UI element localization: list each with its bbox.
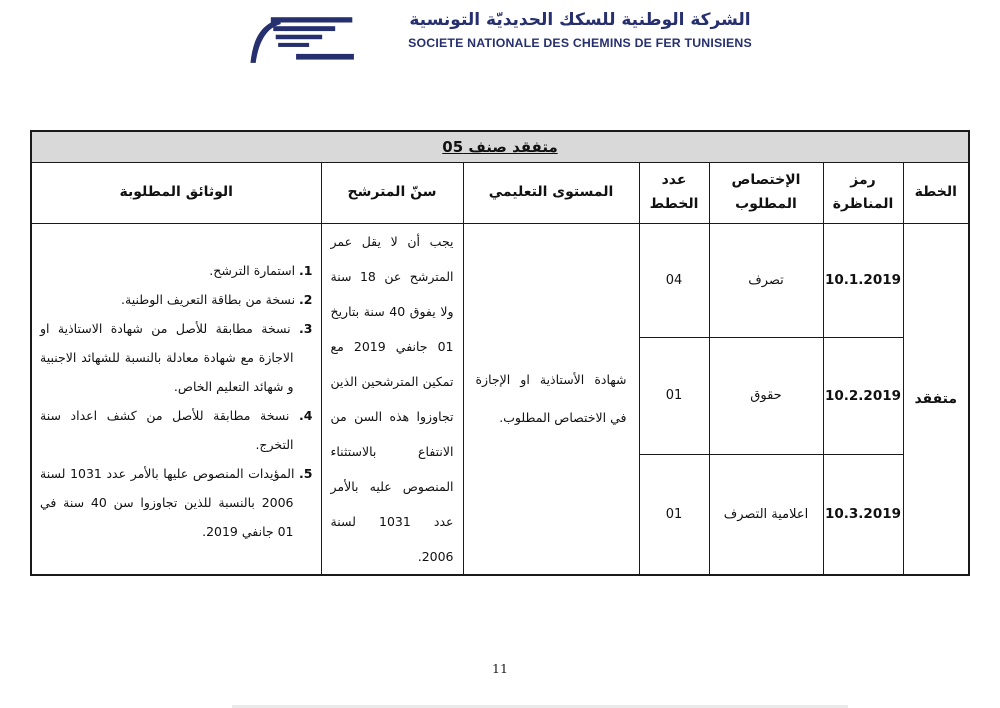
col-header-specialty-line1: الإختصاص — [731, 172, 801, 189]
document-item — [40, 256, 313, 285]
document-item-number: 3. — [299, 320, 313, 336]
col-header-code — [823, 162, 903, 223]
document-item — [40, 314, 313, 401]
specialty-cell-row1: تصرف — [709, 223, 823, 337]
document-item — [40, 285, 313, 314]
col-header-specialty — [709, 162, 823, 223]
document-item-text: نسخة مطابقة للأصل من كشف اعداد سنة التخرج. — [40, 407, 294, 452]
col-header-age: سنّ المترشح — [321, 162, 463, 223]
company-name-arabic: الشركة الوطنية للسكك الحديديّة التونسية — [409, 10, 751, 30]
document-item-text: استمارة الترشح. — [209, 262, 296, 278]
document-item — [40, 401, 313, 459]
col-header-count — [639, 162, 709, 223]
document-item-number: 4. — [299, 407, 313, 423]
document-item — [40, 459, 313, 546]
sncft-train-logo — [248, 10, 358, 66]
code-cell-row1: 10.1.2019 — [823, 223, 903, 337]
col-header-plan: الخطة — [903, 162, 969, 223]
company-names — [408, 8, 752, 50]
plan-value-cell: متفقد — [903, 223, 969, 575]
age-cell: يجب أن لا يقل عمر المترشح عن 18 سنة ولا يفوق 40 سنة بتاريخ 01 جانفي 2019 مع تمكين المترشحين الذين تجاوزوا هذه السن من الانتفاع بالاستثناء المنصوص عليه بالأمر عدد 1031 لسنة 2006. — [321, 223, 463, 575]
count-cell-row1: 04 — [639, 223, 709, 337]
document-item-number: 1. — [299, 262, 313, 278]
table-title: متفقد صنف 05 — [442, 137, 558, 156]
col-header-code-line2: المناظرة — [832, 195, 894, 212]
col-header-code-line1: رمز — [850, 172, 876, 189]
document-item-text: نسخة من بطاقة التعريف الوطنية. — [121, 291, 296, 307]
count-cell-row2: 01 — [639, 337, 709, 455]
col-header-count-line2: الخطط — [649, 195, 699, 212]
table-title-row — [31, 131, 969, 162]
specialty-cell-row2: حقوق — [709, 337, 823, 455]
col-header-count-line1: عدد — [661, 172, 687, 189]
page-header — [0, 8, 1000, 66]
company-name-french: SOCIETE NATIONALE DES CHEMINS DE FER TUNISIENS — [408, 35, 752, 50]
document-item-text: نسخة مطابقة للأصل من شهادة الاستاذية او الاجازة مع شهادة معادلة بالنسبة للشهائد الاجنبية و شهائد التعليم الخاص. — [40, 320, 294, 394]
table-row — [31, 223, 969, 337]
table-header-row — [31, 162, 969, 223]
col-header-documents: الوثائق المطلوبة — [31, 162, 321, 223]
document-item-number: 5. — [299, 465, 313, 481]
recruitment-table — [30, 130, 970, 576]
col-header-education: المستوى التعليمي — [463, 162, 639, 223]
specialty-cell-row3: اعلامية التصرف — [709, 455, 823, 575]
document-item-number: 2. — [299, 291, 313, 307]
table-title-cell — [31, 131, 969, 162]
document-item-text: المؤيدات المنصوص عليها بالأمر عدد 1031 لسنة 2006 بالنسبة للذين تجاوزوا سن 40 سنة في 01 جانفي 2019. — [40, 465, 295, 539]
education-cell: شهادة الأستاذية او الإجازة في الاختصاص المطلوب. — [463, 223, 639, 575]
code-cell-row2: 10.2.2019 — [823, 337, 903, 455]
page-number: 11 — [492, 661, 508, 676]
code-cell-row3: 10.3.2019 — [823, 455, 903, 575]
documents-cell — [31, 223, 321, 575]
col-header-specialty-line2: المطلوب — [735, 195, 797, 212]
count-cell-row3: 01 — [639, 455, 709, 575]
